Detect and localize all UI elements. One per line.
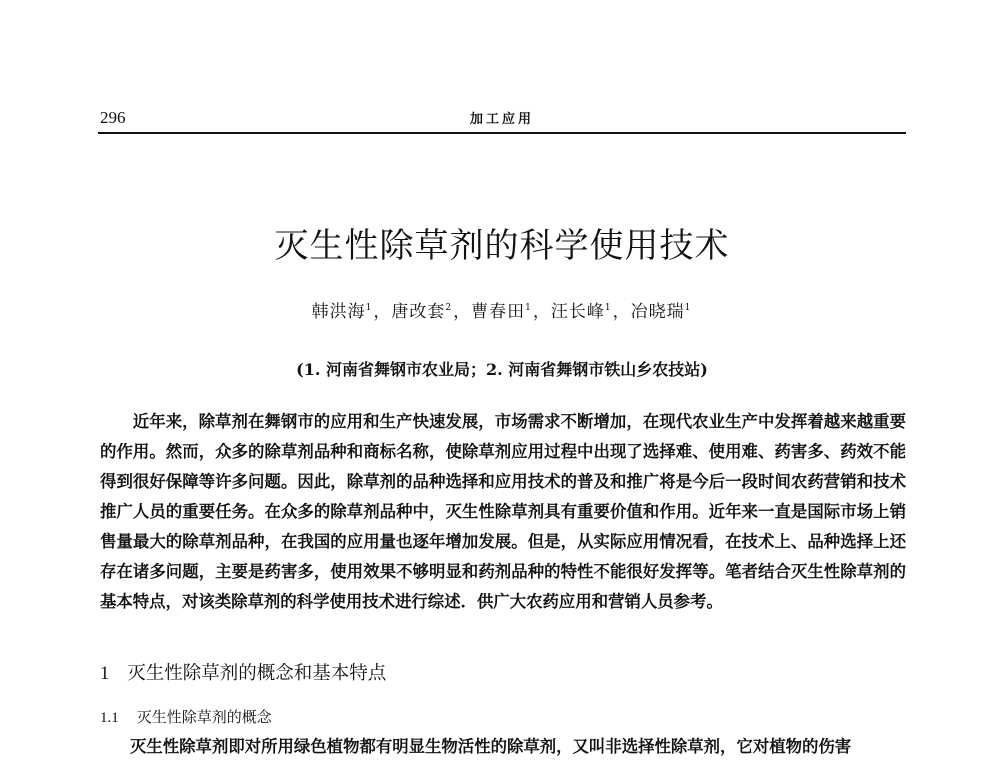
running-title: 加工应用 — [469, 112, 534, 127]
page-number: 296 — [100, 108, 126, 127]
author-separator: ， — [453, 302, 472, 322]
author-separator: ， — [612, 302, 631, 322]
body-paragraph: 灭生性除草剂即对所用绿色植物都有明显生物活性的除草剂，又叫非选择性除草剂，它对植物的伤害 — [130, 737, 852, 756]
author-affiliation-marker: 1 — [684, 303, 692, 313]
section-number: 1 — [100, 664, 110, 684]
author-name: 韩洪海 — [311, 302, 366, 322]
article-title: 灭生性除草剂的科学使用技术 — [274, 226, 730, 266]
author-separator: ， — [373, 302, 392, 322]
subsection-number: 1.1 — [100, 710, 119, 726]
section-title: 灭生性除草剂的概念和基本特点 — [127, 663, 387, 684]
subsection-heading-1-1 — [100, 706, 272, 727]
author-name: 曹春田 — [471, 302, 526, 322]
author-name: 汪长峰 — [550, 302, 605, 322]
affiliations: (1. 河南省舞钢市农业局；2. 河南省舞钢市铁山乡农技站) — [296, 360, 708, 379]
author-affiliation-marker: 1 — [365, 303, 373, 313]
author-affiliation-marker: 1 — [604, 303, 612, 313]
subsection-title: 灭生性除草剂的概念 — [136, 708, 272, 726]
author-affiliation-marker: 2 — [445, 303, 453, 313]
section-heading-1 — [100, 659, 386, 685]
page-header — [98, 104, 906, 134]
author-affiliation-marker: 1 — [525, 303, 532, 313]
author-name: 冶晓瑞 — [630, 302, 685, 322]
intro-paragraph: 近年来，除草剂在舞钢市的应用和生产快速发展，市场需求不断增加，在现代农业生产中发挥着越来越重要的作用。然而，众多的除草剂品种和商标名称，使除草剂应用过程中出现了选择难、使用难、药害多、药效不能得到很好保障等许多问题。因此，除草剂的品种选择和应用技术的普及和推广将是今后一段时间农药营销和技术推广人员的重要任务。在众多的除草剂品种中，灭生性除草剂具有重要价值和作用。近年来一直是国际市场上销售量最大的除草剂品种，在我国的应用量也逐年增加发展。但是，从实际应用情况看，在技术上、品种选择上还存在诸多问题，主要是药害多，使用效果不够明显和药剂品种的特性不能很好发挥等。笔者结合灭生性除草剂的基本特点，对该类除草剂的科学使用技术进行综述．供广大农药应用和营销人员参考。 — [100, 412, 906, 611]
author-name: 唐改套 — [391, 302, 446, 322]
author-separator: ， — [532, 302, 551, 322]
author-list — [98, 297, 906, 322]
